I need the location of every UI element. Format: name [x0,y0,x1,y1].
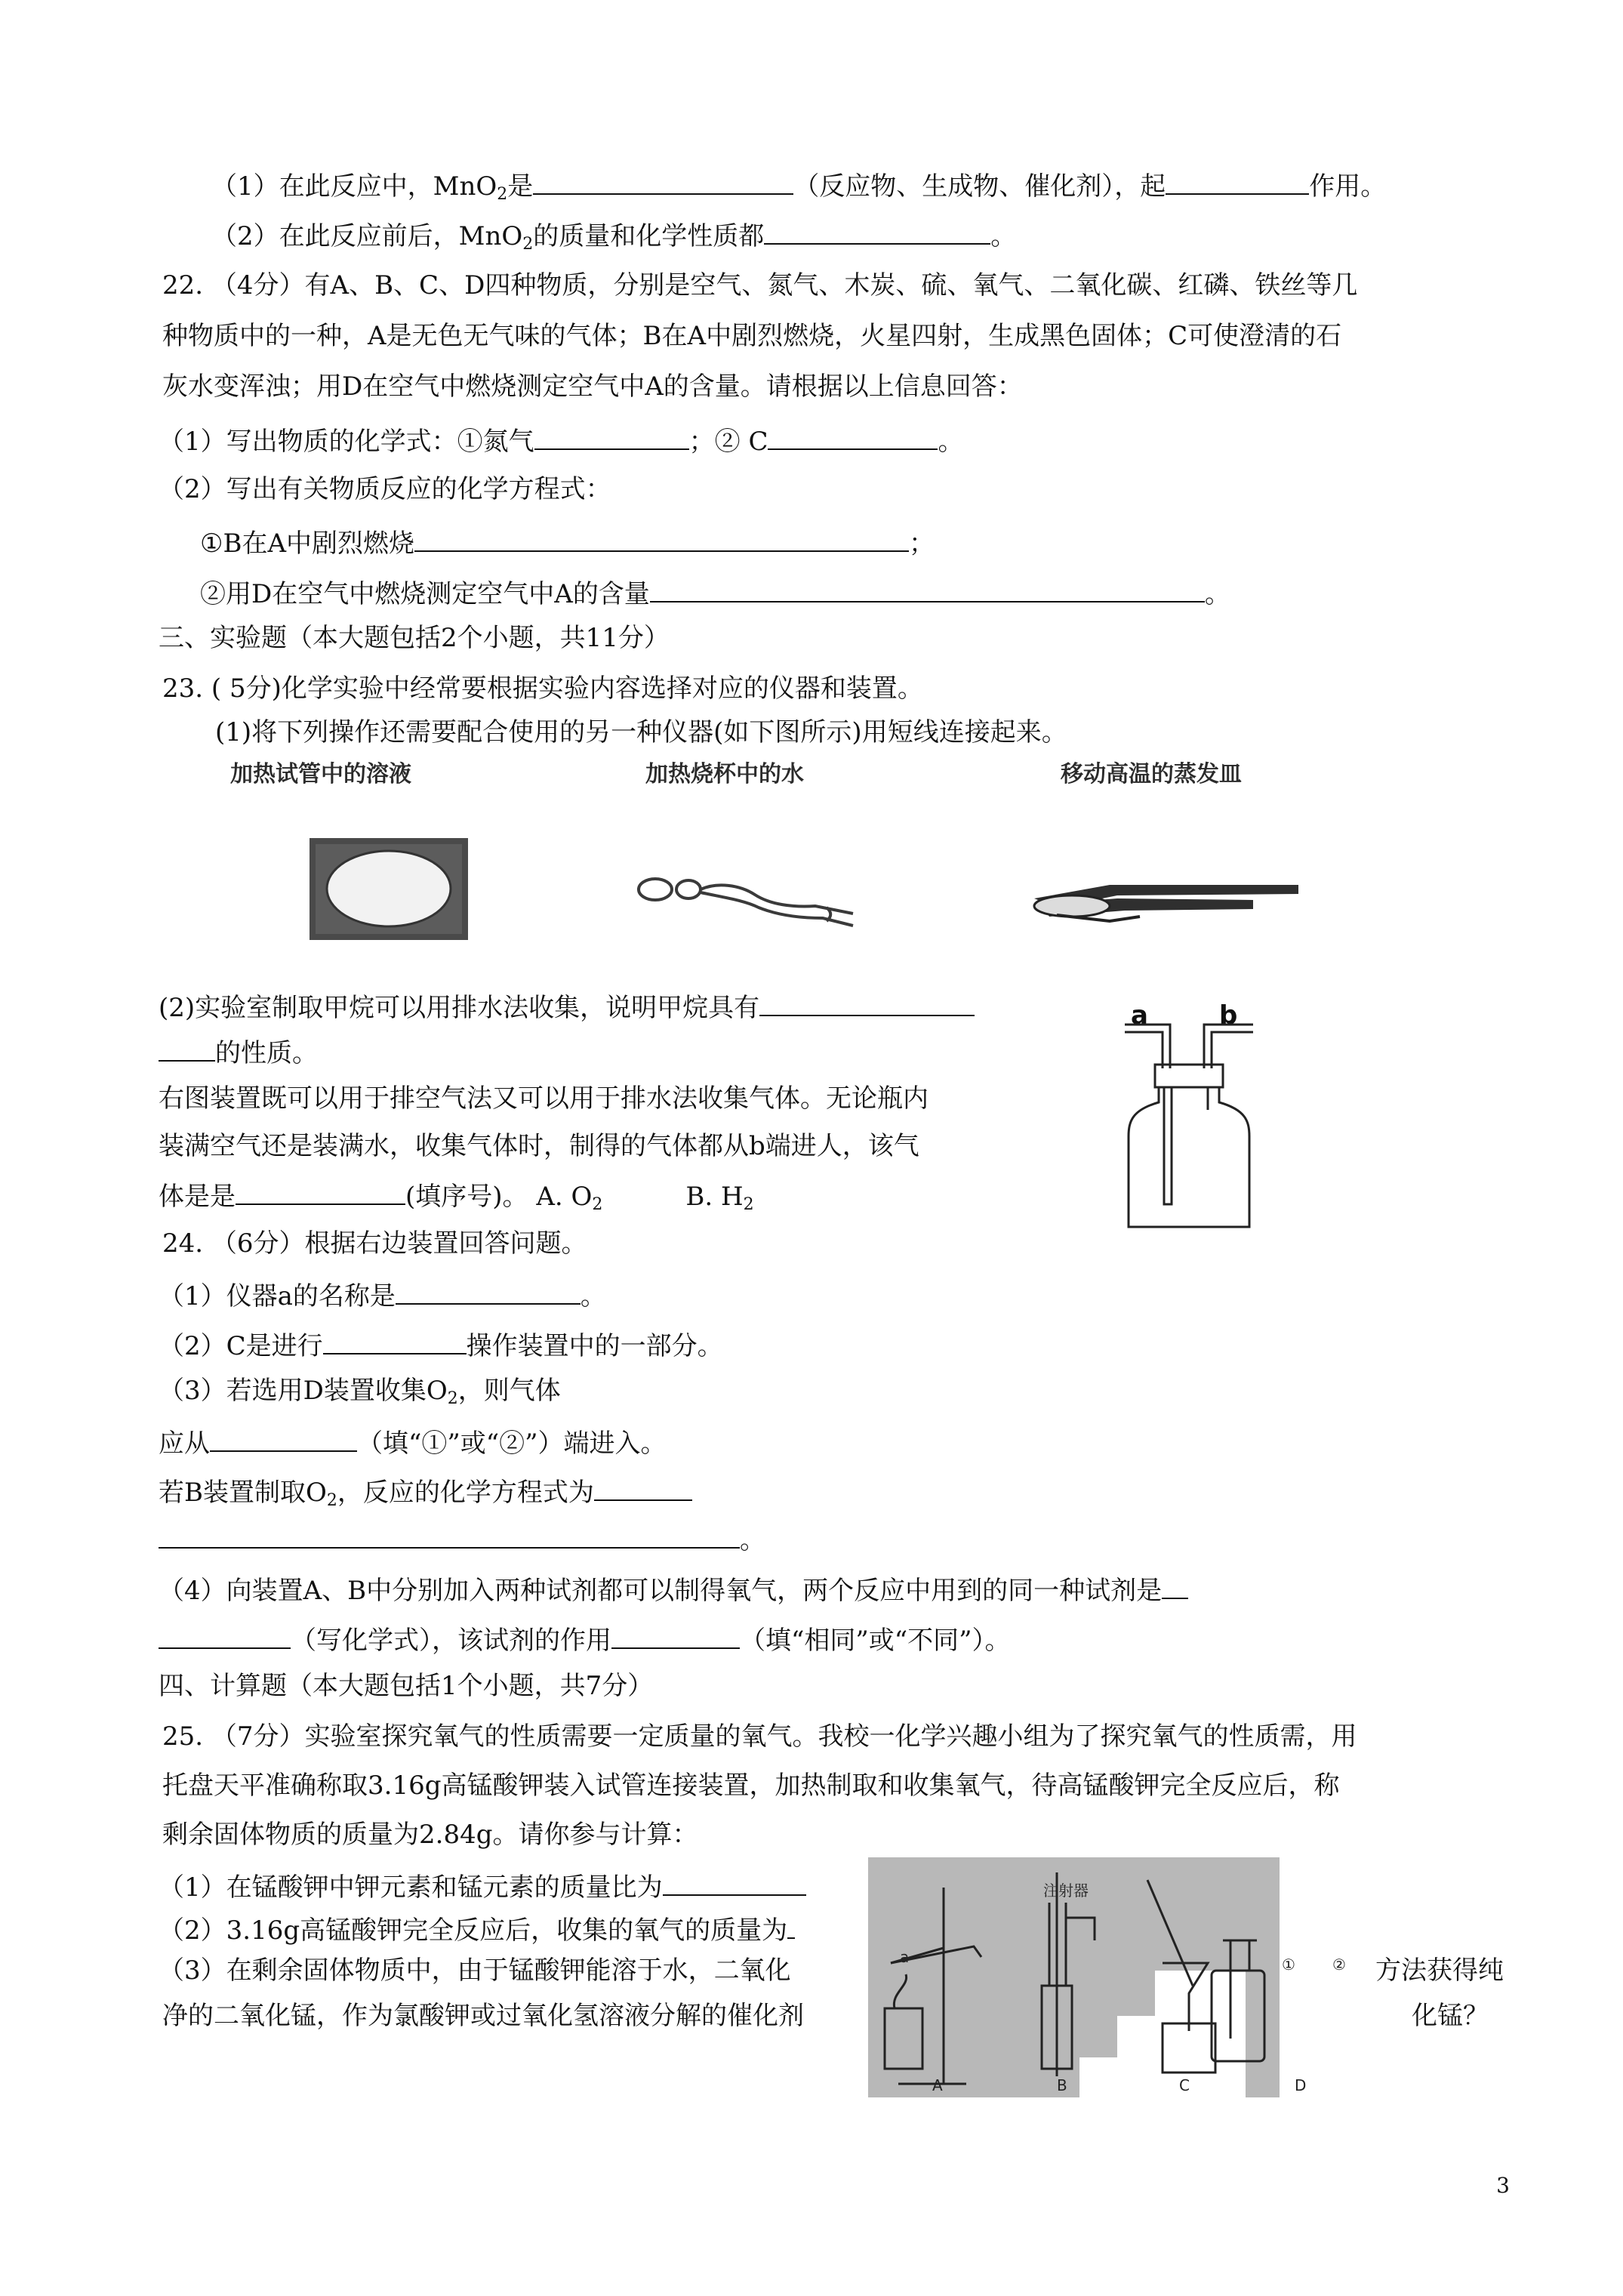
answer-blank[interactable] [1162,1572,1188,1599]
q21-part1 [211,168,1386,210]
q23-sub2-line5 [159,1178,754,1220]
label-heat-beaker: 加热烧杯中的水 [645,761,804,787]
q25-sub3-line2: 净的二氧化锰，作为氯酸钾或过氧化氢溶液分解的催化剂 [162,2001,804,2031]
answer-blank[interactable] [414,525,909,552]
q25-sub2 [159,1912,795,1946]
answer-blank[interactable] [159,1521,740,1549]
q23-sub2-line4: 装满空气还是装满水，收集气体时，制得的气体都从b端进人，该气 [159,1131,919,1161]
answer-blank[interactable] [594,1474,692,1501]
answer-blank[interactable] [764,217,990,245]
dish-tongs-image [1027,868,1306,936]
q22-s2b-a: ②用D在空气中燃烧测定空气中A的含量 [200,579,650,609]
q24-s2-b: 操作装置中的一部分。 [466,1331,723,1361]
answer-blank[interactable] [210,1425,357,1452]
answer-blank[interactable] [759,989,975,1016]
q23-sub2-line3: 右图装置既可以用于排空气法又可以用于排水法收集气体。无论瓶内 [159,1083,929,1114]
q25-sub1 [159,1869,806,1903]
q21-p1-text-a: （1）在此反应中，MnO [211,171,497,202]
label-B: B [1057,2076,1067,2094]
label-D: D [1295,2076,1307,2094]
q24-sub1 [159,1277,606,1311]
q25-s2: （2）3.16g高锰酸钾完全反应后，收集的氧气的质量为 [159,1915,788,1946]
q22-s1-c: 。 [938,427,964,457]
q24-s3c-a: 若B装置制取O [159,1478,327,1508]
label-syringe: 注射器 [1043,1881,1089,1900]
q25-line2: 托盘天平准确称取3.16g高锰酸钾装入试管连接装置，加热制取和收集氧气，待高锰酸钾完全反应后，称 [162,1771,1340,1801]
q24-s1-a: （1）仪器a的名称是 [159,1281,396,1311]
label-heat-test-tube: 加热试管中的溶液 [230,761,411,787]
q23-s2a-text: (2)实验室制取甲烷可以用排水法收集，说明甲烷具有 [159,993,760,1023]
crucible-tongs-image [634,861,861,932]
q24-heading: 24. （6分）根据右边装置回答问题。 [162,1228,587,1259]
label-port-2: ② [1332,1955,1346,1974]
q25-sub3-line1-end: 方法获得纯 [1375,1955,1504,1986]
q23-sub2-line1 [159,989,975,1023]
q24-s3a-a: （3）若选用D装置收集O [159,1376,448,1406]
subscript: 2 [447,1389,458,1408]
subscript: 2 [522,235,534,254]
q24-sub3-line2 [159,1425,667,1459]
subscript: 2 [326,1491,337,1510]
q24-s3d-b: 。 [740,1525,765,1555]
answer-blank[interactable] [787,1912,795,1939]
q25-s1: （1）在锰酸钾中钾元素和锰元素的质量比为 [159,1872,663,1903]
q22-line3: 灰水变浑浊；用D在空气中燃烧测定空气中A的含量。请根据以上信息回答： [162,371,1023,402]
q21-p1-text-c: （反应物、生成物、催化剂），起 [793,171,1166,202]
q24-sub2 [159,1327,723,1361]
answer-blank[interactable] [533,168,793,195]
q25-sub3-line2-end: 化锰？ [1412,2001,1489,2031]
q24-sub3-line3 [159,1474,692,1516]
answer-blank[interactable] [534,423,689,450]
q24-s3c-b: ，反应的化学方程式为 [337,1478,594,1508]
q25-sub3-line1: （3）在剩余固体物质中，由于锰酸钾能溶于水，二氧化 [159,1955,791,1986]
q23-heading: 23. ( 5分)化学实验中经常要根据实验内容选择对应的仪器和装置。 [162,673,923,704]
q21-p2-text-b: 的质量和化学性质都 [533,221,765,251]
q22-s1-a: （1）写出物质的化学式：①氮气 [159,427,534,457]
answer-blank[interactable] [1166,168,1309,195]
label-C: C [1179,2076,1190,2094]
q22-line1: 22. （4分）有A、B、C、D四种物质，分别是空气、氮气、木炭、硫、氧气、二氧化碳、红磷、铁丝等几 [162,270,1358,300]
answer-blank[interactable] [768,423,938,450]
label-instrument-a: a [900,1948,910,1966]
q21-part2 [211,217,1016,260]
answer-blank[interactable] [611,1622,740,1649]
q24-s3a-b: ，则气体 [457,1376,561,1406]
q24-sub3-line1 [159,1376,561,1414]
q24-s2-a: （2）C是进行 [159,1331,323,1361]
q24-sub4-line2 [159,1622,1011,1656]
q22-line2: 种物质中的一种，A是无色无气味的气体；B在A中剧烈燃烧，火星四射，生成黑色固体；C可使澄清的石 [162,321,1342,351]
q22-s1-b: ；② C [688,427,768,457]
q24-s4b-a: （写化学式），该试剂的作用 [291,1626,611,1656]
q24-s1-b: 。 [580,1281,606,1311]
label-move-dish: 移动高温的蒸发皿 [1061,761,1242,787]
asbestos-gauze-image [310,838,468,940]
apparatus-photo [868,1857,1355,2097]
q22-sub2b [200,575,1230,609]
answer-blank[interactable] [323,1327,467,1354]
q25-line3: 剩余固体物质的质量为2.84g。请你参与计算： [162,1820,698,1850]
subscript: 2 [743,1195,754,1214]
bottle-label-a: a [1131,1000,1148,1031]
gas-bottle-image [1117,1015,1261,1234]
q23-s2e-c: B. H [685,1182,744,1212]
q22-sub1 [159,423,963,457]
label-A: A [932,2076,943,2094]
q21-p2-text-c: 。 [990,221,1017,251]
q23-sub2-line2 [159,1034,318,1068]
label-port-1: ① [1282,1955,1295,1974]
q23-s2e-a: 体是是 [159,1182,236,1212]
section-3-heading: 三、实验题（本大题包括2个小题，共11分） [159,623,670,653]
answer-blank[interactable] [159,1034,215,1062]
answer-blank[interactable] [159,1622,291,1649]
q22-s2b-b: 。 [1204,579,1230,609]
q21-p1-text-d: 作用。 [1309,171,1387,202]
q24-sub3-line4 [159,1521,765,1555]
q21-p1-text-b: 是 [507,171,534,202]
q22-s2a-b: ； [909,529,935,559]
q23-s2b-text: 的性质。 [215,1038,318,1068]
subscript: 2 [497,185,508,204]
answer-blank[interactable] [236,1178,405,1205]
q23-s2e-b: (填序号)。 A. O [405,1182,593,1212]
answer-blank[interactable] [663,1869,806,1896]
section-4-heading: 四、计算题（本大题包括1个小题，共7分） [159,1671,654,1701]
subscript: 2 [592,1195,603,1214]
q25-line1: 25. （7分）实验室探究氧气的性质需要一定质量的氧气。我校一化学兴趣小组为了探究氧气的性质需，用 [162,1721,1357,1752]
q24-s3b-a: 应从 [159,1428,210,1459]
q21-p2-text-a: （2）在此反应前后，MnO [211,221,523,251]
q24-s4a: （4）向装置A、B中分别加入两种试剂都可以制得氧气，两个反应中用到的同一种试剂是 [159,1576,1163,1606]
q22-s2a-a: ①B在A中剧烈燃烧 [200,529,415,559]
q24-s4b-b: （填“相同”或“不同”）。 [740,1626,1011,1656]
q24-sub4-line1 [159,1572,1188,1606]
page-number: 3 [1496,2173,1510,2198]
answer-blank[interactable] [650,575,1205,603]
q24-s3b-b: （填“①”或“②”）端进入。 [357,1428,667,1459]
q22-sub2a [200,525,935,559]
answer-blank[interactable] [396,1277,581,1305]
bottle-label-b: b [1219,1000,1238,1031]
q22-sub2: （2）写出有关物质反应的化学方程式： [159,474,611,504]
q23-sub1: (1)将下列操作还需要配合使用的另一种仪器(如下图所示)用短线连接起来。 [215,717,1067,747]
